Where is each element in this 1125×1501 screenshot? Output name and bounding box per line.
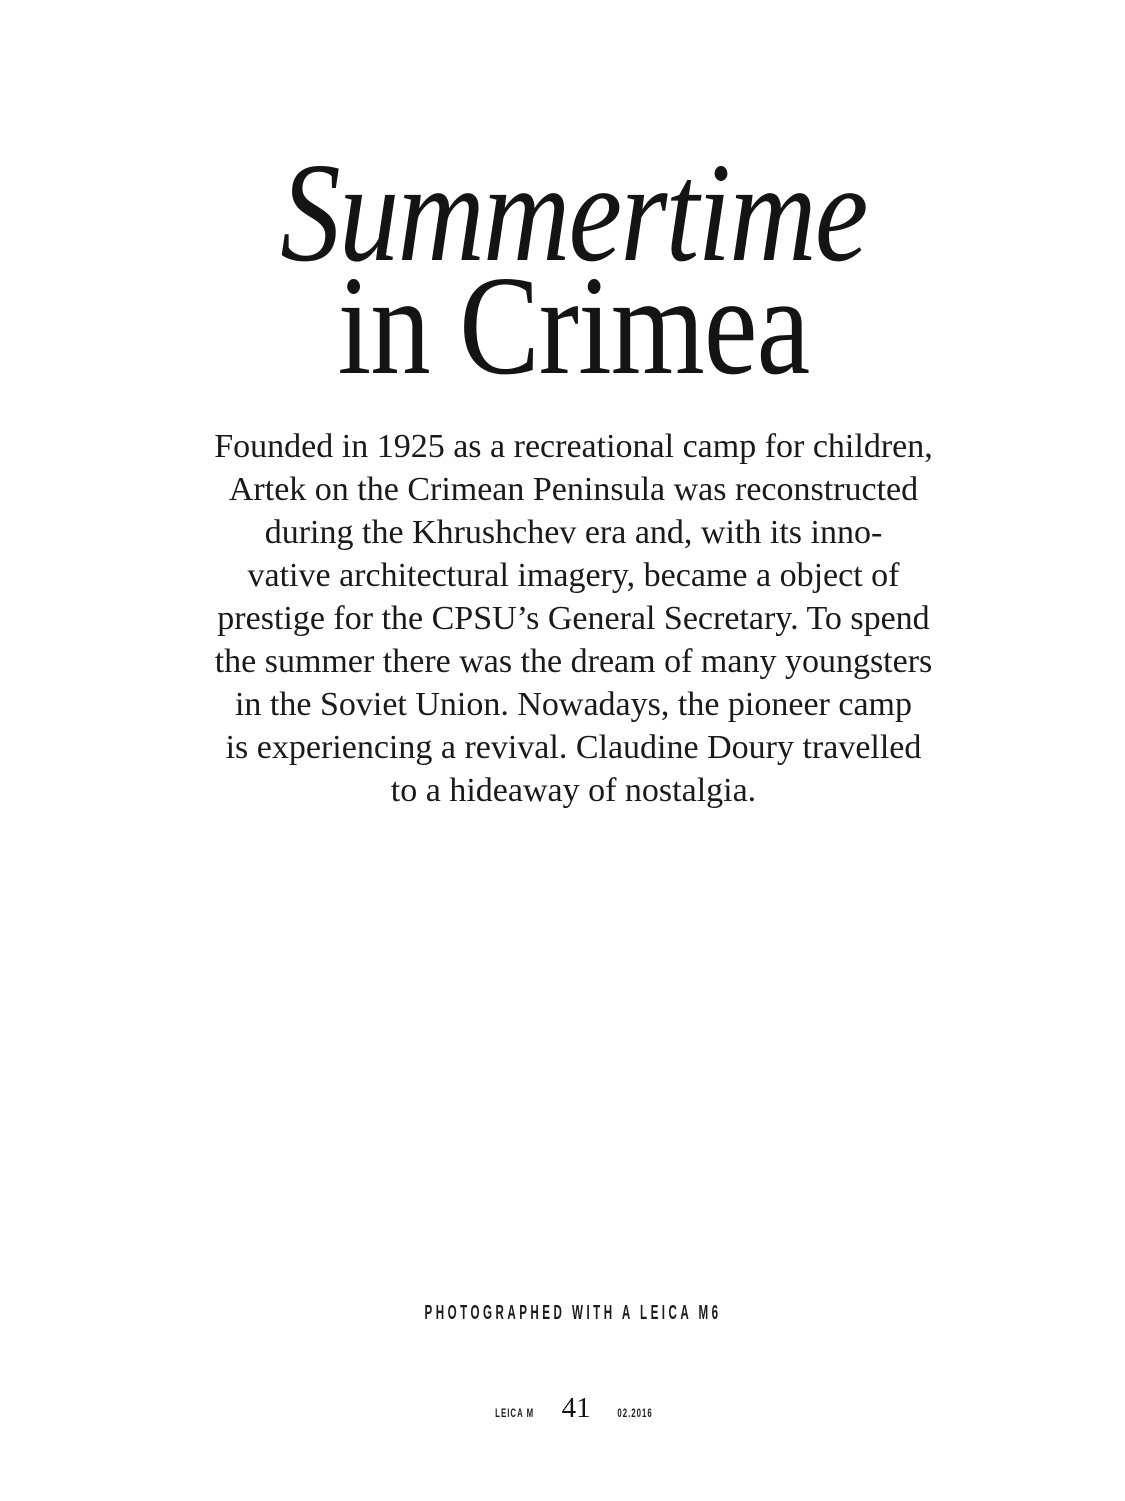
intro-line-3: during the Khrushchev era and, with its inno- <box>264 514 883 551</box>
intro-line-8: is experiencing a revival. Claudine Doury travelled <box>225 729 922 766</box>
title-line-1: Summertime <box>280 133 867 291</box>
photo-credit-text: PHOTOGRAPHED WITH A LEICA M6 <box>424 1302 723 1324</box>
photo-credit-line <box>22 1302 1125 1325</box>
intro-line-5: prestige for the CPSU’s General Secretary. To spend <box>217 600 930 637</box>
intro-paragraph <box>22 425 1125 812</box>
intro-line-6: the summer there was the dream of many youngsters <box>214 643 933 680</box>
magazine-name: LEICA M <box>495 1408 535 1420</box>
intro-line-1: Founded in 1925 as a recreational camp for children, <box>214 428 933 465</box>
intro-line-9: to a hideaway of nostalgia. <box>390 772 757 809</box>
page-footer <box>22 1394 1125 1423</box>
title-line-2: in Crimea <box>337 246 810 404</box>
article-title <box>22 133 1125 404</box>
intro-line-2: Artek on the Crimean Peninsula was reconstructed <box>228 471 919 508</box>
issue-date: 02.2016 <box>616 1408 653 1420</box>
intro-line-4: vative architectural imagery, became a object of <box>247 557 900 594</box>
intro-line-7: in the Soviet Union. Nowadays, the pioneer camp <box>234 686 912 723</box>
content-column <box>22 0 1125 1501</box>
page-number: 41 <box>561 1392 591 1424</box>
